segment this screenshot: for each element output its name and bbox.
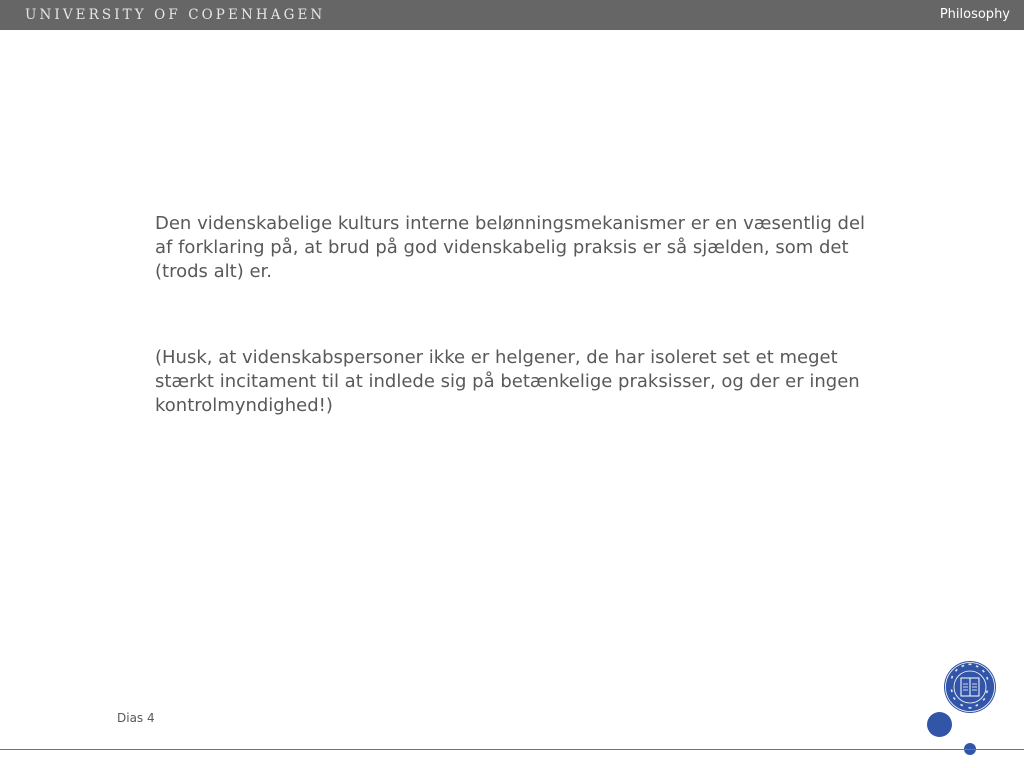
university-seal-icon	[943, 660, 997, 714]
footer-divider	[0, 749, 1024, 750]
department-name: Philosophy	[939, 7, 1010, 22]
body-paragraph: Den videnskabelige kulturs interne belønningsmekanismer er en væsentlig del af forklaring på, at brud på god videnskabelig praksis er så sjælden, som det (trods alt) er.	[155, 213, 866, 282]
circle-decoration	[927, 712, 952, 737]
university-name: UNIVERSITY OF COPENHAGEN	[25, 7, 326, 23]
slide-number: Dias 4	[117, 711, 155, 725]
slide-body	[155, 212, 875, 418]
body-paragraph: (Husk, at videnskabspersoner ikke er helgener, de har isoleret set et meget stærkt incitament til at indlede sig på betænkelige praksisser, og der er ingen kontrolmyndighed!)	[155, 347, 860, 416]
header-bar	[0, 0, 1024, 30]
